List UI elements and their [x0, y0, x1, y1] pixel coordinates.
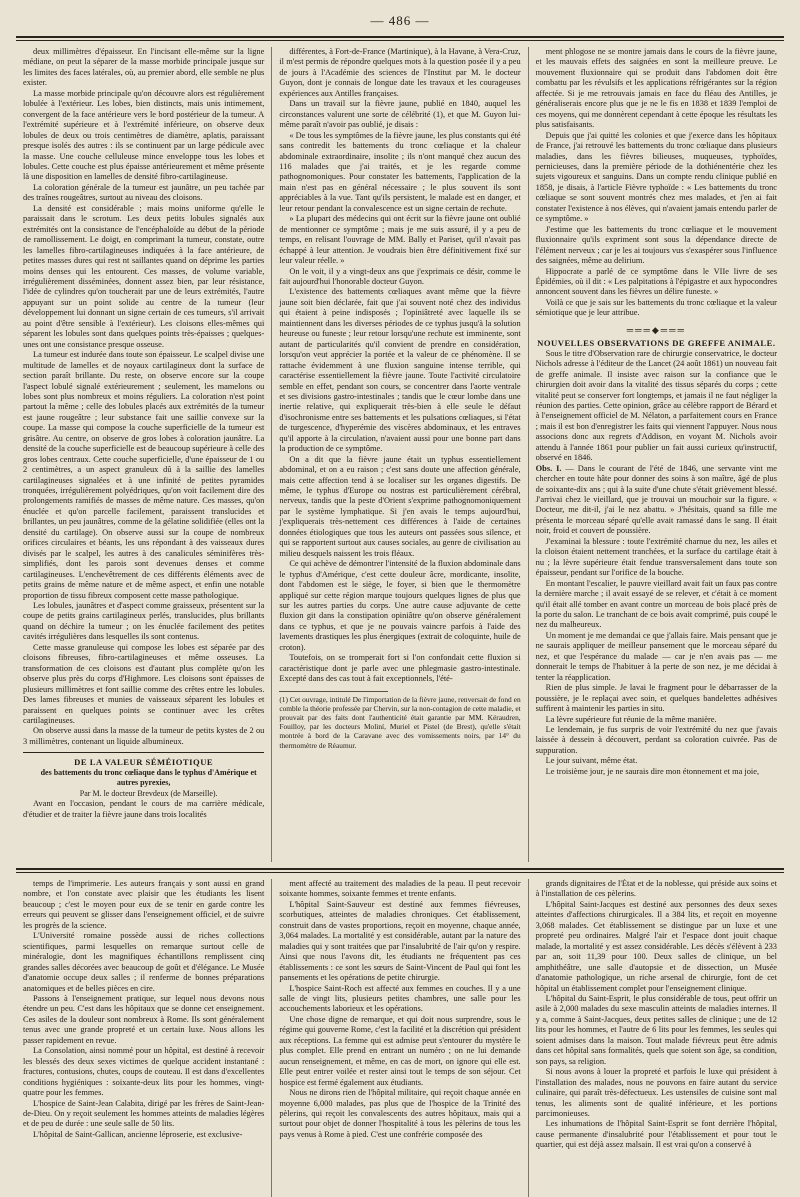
- paragraph: Dans un travail sur la fièvre jaune, publié en 1840, auquel les circonstances valurent une sorte de célébrité (1), et que M. Guyon lui-même paraît n'avoir pas oublié, je disais :: [279, 99, 521, 130]
- bottom-column-3: [528, 879, 784, 1197]
- paragraph: Ce qui achève de démontrer l'intensité de la fluxion abdominale dans le typhus d'Amérique, c'est cette douleur âcre, mordicante, insolite, dont l'abdomen est le siège, le foyer, si bien que le thermomètre appliqué sur cette région marque toujours quelques lignes de plus que sur les autres parties du corps. Une autre cause adjuvante de cette fluxion git dans la constipation opiniâtre qu'on observe généralement dans ce typhus, et que je ne pouvais vaincre parfois à l'aide des lavements drastiques les plus énergiques (extrait de coloquinte, huile de croton).: [279, 559, 521, 652]
- paragraph: L'hôpital Saint-Sauveur est destiné aux femmes fiévreuses, scorbutiques, atteintes de maladies chroniques. Cet établissement, construit dans de vastes proportions, reçoit en moyenne, chaque année, 3,064 malades. La mortalité y est considérable, autant par la nature des maladies qui y sont traitées que par l'insalubrité de l'air qu'on y respire. Ainsi que nous l'avons dit, les étudiants ne fréquentent pas ces établissements : ce sont les sœurs de Saint-Vincent de Paul qui font les pansements et les opérations de petite chirurgie.: [279, 899, 521, 983]
- paragraph: J'examinai la blessure : toute l'extrémité charnue du nez, les ailes et la cloison étaient nettement tranchées, et la surface du cartilage était à nu ; la lèvre supérieure était fendue transversalement dans toute son épaisseur, pendant sur l'orifice de la bouche.: [535, 536, 777, 578]
- paragraph: Hippocrate a parlé de ce symptôme dans le VIIe livre de ses Épidémies, où il dit : « Les palpitations à l'épigastre et aux hypocondres annoncent souvent dans les fièvres un délire funeste. »: [535, 266, 777, 297]
- paragraph: La lèvre supérieure fut réunie de la même manière.: [545, 714, 717, 724]
- article-opening: Avant en l'occasion, pendant le cours de ma carrière médicale, d'étudier et de traiter la fièvre jaune dans trois localités: [23, 799, 265, 819]
- paragraph: « De tous les symptômes de la fièvre jaune, les plus constants qui été sans contredit les battements du tronc cœliaque et la chaleur abdominale extraordinaire, insolite ; ils n'ont manqué chez aucun des 116 malades que j'ai traités, et je les regarde comme pathognomoniques. Pour constater les battements, l'application de la main n'est pas en général nécessaire ; le plus souvent ils sont appréciables à la vue. Tant qu'ils persistent, le malade est en danger, et leur retour pendant la convalescence est un signe certain de rechute.: [279, 130, 521, 213]
- bottom-column-1: [16, 879, 271, 1197]
- paragraph: Le jour suivant, même état.: [545, 756, 638, 766]
- paragraph: Le troisième jour, je ne saurais dire mon étonnement et ma joie,: [545, 766, 760, 776]
- paragraph: différentes, à Fort-de-France (Martinique), à la Havane, à Vera-Cruz, il m'est permis de répondre quelques mots à la question posée il y a peu de jours à l'Académie des sciences de l'Institut par M. le docteur Guyon, dont je connais de longue date les travaux et les courageuses expériences aux Antilles françaises.: [279, 47, 521, 98]
- top-columns: [16, 47, 784, 862]
- col3-body-2: [536, 349, 777, 464]
- paragraph: Sous le titre d'Observation rare de chirurgie conservatrice, le docteur Nichols adresse à l'éditeur de the Lancet (24 août 1861) un nouveau fait de greffe animale. Il insiste avec raison sur la confiance que le chirurgien doit avoir dans la vitalité des tissus séparés du corps ; cette vitalité peut se conserver fort longtemps, et jamais il ne faut négliger la réunion des parties. Cette opinion, grâce au célèbre rapport de Bérard et à l'enseignement officiel de M. Nélaton, a parfaitement cours en France ; mais il est bon d'enregistrer les faits qui viennent l'appuyer. Nous nous associons donc aux regrets d'Addison, en voyant M. Nichols avoir attendu à l'année 1861 pour publier un fait aussi curieux qu'instructif, observé en 1846.: [535, 348, 777, 463]
- paragraph: La masse morbide principale qu'on découvre alors est régulièrement lobulée à l'extérieur. Les lobes, bien distincts, mais unis intimement, convergent de la face antérieure vers le bord postérieur de la tumeur. A l'extrémité supérieure et à l'extrémité inférieure, on observe deux lobules de deux ou trois centimètres de diamètre, aplatis, paraissant presque isolés des autres : ils se continuent par un large pédicule avec la masse. Une couche celluleuse mince enveloppe tous les lobes et lobules. Cette couche est plus épaisse antérieurement et même présente là une disposition en lamelles de densité fibro-cartilagineuse.: [23, 88, 265, 182]
- col2-body: [279, 47, 520, 685]
- paragraph: La coloration générale de la tumeur est jaunâtre, un peu tachée par des traînes rougeâtres, surtout au niveau des cloisons.: [23, 182, 265, 203]
- paragraph: deux millimètres d'épaisseur. En l'incisant elle-même sur la ligne médiane, on peut la séparer de la masse morbide principale jusque sur les limites des faces latérales, où, au premier abord, elle semble ne plus exister.: [23, 47, 265, 88]
- section-rule: [23, 752, 264, 753]
- paragraph: L'existence des battements cœliaques avant même que la fièvre jaune soit bien déclarée, fait que j'ai souvent noté chez des individus qui étaient à peine indisposés ; l'opiniâtreté avec laquelle ils se maintiennent dans les diverses périodes de ce typhus jusqu'à la solution heureuse ou funeste ; leur retour lorsqu'une rechute est imminente, sont autant de particularités qu'il convient de prendre en considération, lorsqu'on veut apprécier la portée et la valeur de ce phénomène. Il se rattache évidemment à une fluxion sanguine intense terrible, qui caractérise essentiellement la fièvre jaune. Toute l'activité circulatoire semble en effet, pendant son cours, se concentrer dans l'aorte ventrale et ses divisions gastro-intestinales ; tandis que le cœur lombe dans une inertie relative, qui expliquerait très-bien à elle seule le défaut d'isochronisme entre ses battements et les pulsations cœliaques, si l'état de turgescence, d'hyperémie des viscères abdominaux, et les entraves qu'il apporte à la circulation, n'avaient aussi pour une bonne part dans la production de ce symptôme.: [279, 287, 521, 454]
- paragraph: On a dit que la fièvre jaune était un typhus essentiellement abdominal, et on a eu raison ; c'est sans doute une affection générale, mais cette affection tend à se localiser sur les organes digestifs. De même, le typhus d'Europe ou nostras est particulièrement cérébral, nerveux, tandis que la peste d'Orient s'exprime pathognomoniquement par le système lymphatique. Si j'en avais le temps aujourd'hui, j'expliquerais très-nettement ces différences à l'aide de certaines données étiologiques que tous les auteurs ont passées sous silence, et qui se rapportent surtout aux causes sociales, au genre de civilisation au milieu desquels naissent les trois fléaux.: [279, 454, 521, 558]
- paragraph: La tumeur est indurée dans toute son épaisseur. Le scalpel divise une multitude de lamelles et de noyaux cartilagineux dont la surface de section paraît brillante. Du reste, on observe encore sur la coupe l'aspect lobulé signalé extérieurement ; seulement, les mamelons ou lobes sont plus nombreux et moins réguliers. La coloration n'est point partout la même ; celle des lobules placés aux extrémités de la tumeur est jaune rougeâtre ; leur substance fait une saillie convexe sur la coupe. La masse qui compose la couche superficielle de la tumeur est grisâtre. Au centre, on observe de gros lobes à coloration jaunâtre. La densité de la couche superficielle est de beaucoup supérieure à celle des gros lobes centraux. Cette couche superficielle, d'une épaisseur de 1 ou 2 centimètres, a un aspect granuleux dû à la saillie des lamelles cartilagineuses signalées et à une infinité de petites pyramides tronquées, irrégulièrement polyédriques, qu'on voit facilement dire des prolongements ramifiés de masses de même nature. Ces masses, qu'on énuclée et qu'on parcelle facilement, paraissent translucides et brillantes, un peu jaunâtres, comme de la gélatine solidifiée (elles ont la densité du cartilage). On observe aussi sur la coupe de nombreux orifices circulaires et béants, les uns répondant à des vaisseaux dures divisés par le scalpel, les autres à des canalicules séminifères très-simplifiés, dont les parois sont devenues denses et comme cartilagineuses. L'enchevêtrement de ces différents éléments avec de petits grains de même nature et de même aspect, et enfin une notable proportion de tissu fibreux composent cette masse pathologique.: [23, 350, 265, 600]
- paragraph: Rien de plus simple. Je lavai le fragment pour le débarrasser de la poussière, je le replaçai avec soin, et quelques bandelettes adhésives suffirent à maintenir les parties in situ.: [535, 683, 777, 714]
- bottom-columns: [16, 879, 784, 1197]
- paragraph: Passons à l'enseignement pratique, sur lequel nous devons nous étendre un peu. C'est dans les hôpitaux que se donne cet enseignement. Ces asiles de la douleur sont nombreux à Rome. Ils sont généralement tenus avec une grande propreté et un certain luxe. Nous allons les passer rapidement en revue.: [23, 993, 265, 1045]
- paragraph: L'hôpital du Saint-Esprit, le plus considérable de tous, peut offrir un asile à 2,000 malades du sexe masculin atteints de maladies internes. Il y a, comme à Saint-Jacques, deux petites salles de clinique ; une de 12 lits pour les hommes, et l'autre de 6 lits pour les femmes, les seules qui soient admises dans la maison. Tout malade fiévreux peut être admis dans cet hôpital sans formalités, quels que soient son âge, sa condition, son pays, sa religion.: [535, 993, 777, 1066]
- paragraph: Le lendemain, je fus surpris de voir l'extrémité du nez que j'avais laissée à dessein à découvert, perdant sa coloration cuivrée. Pas de suppuration.: [535, 725, 777, 755]
- column-1: [16, 47, 271, 862]
- paragraph: Voilà ce que je sais sur les battements du tronc cœliaque et la valeur sémiotique que je leur attribue.: [535, 297, 777, 318]
- col1-body: [23, 47, 264, 747]
- article-byline: Par M. le docteur Brevdeux (de Marseille).: [79, 788, 218, 798]
- column-3: [528, 47, 784, 862]
- paragraph: grands dignitaires de l'État et de la noblesse, qui préside aux soins et à l'installation de ces pèlerins.: [535, 879, 777, 899]
- paragraph: On le voit, il y a vingt-deux ans que j'exprimais ce désir, comme le fait aujourd'hui l'honorable docteur Guyon.: [279, 266, 521, 286]
- header-rule: [16, 36, 784, 41]
- section-title-semeiotique: DE LA VALEUR SÉMÉIOTIQUE: [74, 757, 214, 768]
- observation-label: Obs. I.: [535, 463, 562, 473]
- paragraph: Cette masse granuleuse qui compose les lobes est séparée par des cloisons fibreuses, fibro-cartilagineuses et même osseuses. La transformation de ces cloisons est d'autant plus complète qu'on les observe plus près du corps d'Highmore. Les cloisons sont épaisses de plusieurs millimètres et font saillie comme des crêtes entre les lobules. Des lames fibreuses et munies de vaisseaux séparent les lobules et paraissent en quelques points se continuer avec les crêtes cartilagineuses.: [23, 642, 265, 725]
- footnote: (1) Cet ouvrage, intitulé De l'importation de la fièvre jaune, renversait de fond en comble la théorie professée par Chervin, sur la non-contagion de cette maladie, et prouvait par des faits dont l'authenticité était garantie par MM. Kéraudren, Fouilloy, par les docteurs Moliní, Muriel et Pistel (de Brest), qu'elle s'était montrée à bord de la Caravane avec des vomissements noirs, par 14° du thermomètre de Réaumur.: [279, 694, 521, 750]
- paragraph: Depuis que j'ai quitté les colonies et que j'exerce dans les hôpitaux de France, j'ai retrouvé les battements du tronc cœliaque dans plusieurs maladies, dans les fièvres bilieuses, muqueuses, typhoïdes, pernicieuses, dans la première période de la dothiénentérie chez les sujets vigoureux et sanguins. Dans un compte rendu clinique publié en 1858, je disais, à l'article Fièvre typhoïde : « Les battements du tronc cœliaque se sont souvent montrés chez mes malades, et j'en ai fait constater l'existence à nos élèves, qui n'avaient jamais entendu parler de ce symptôme. »: [535, 130, 777, 224]
- paragraph: » La plupart des médecins qui ont écrit sur la fièvre jaune ont oublié de mentionner ce symptôme ; mais je me suis assuré, il y a peu de temps, en relisant l'ouvrage de MM. Bally et Pariset, qu'il n'avait pas échappé à leur attention. Je voudrais bien être définitivement fixé sur leur valeur réelle. »: [279, 214, 521, 266]
- paragraph: Les lobules, jaunâtres et d'aspect comme graisseux, présentent sur la coupe de petits grains cartilagineux perlés, translucides, plus brillants quand on déchire la tumeur ; on les énuclée facilement des petites cavités irrégulières dans lesquelles ils sont contenus.: [23, 601, 265, 642]
- paragraph: On observe aussi dans la masse de la tumeur de petits kystes de 2 ou 3 millimètres, contenant un liquide albumineux.: [23, 726, 265, 746]
- paragraph: La Consolation, ainsi nommé pour un hôpital, est destiné à recevoir les blessés des deux sexes victimes de quelque accident instantané : fractures, contusions, chutes, coups de couteau. Il est dans d'excellentes conditions hygiéniques : soixante-deux lits pour les hommes, vingt-quatre pour les femmes.: [23, 1046, 265, 1098]
- bottom-column-2: [271, 879, 527, 1197]
- section-title-greffe: NOUVELLES OBSERVATIONS DE GREFFE ANIMALE.: [537, 338, 776, 349]
- paragraph: ment phlogose ne se montre jamais dans le cours de la fièvre jaune, et les mauvais effets des saignées en sont la meilleure preuve. Le mouvement fluxionnaire qui se produit dans l'abdomen doit être combattu par les révulsifs et les applications réfrigérantes sur la région affectée. Si je me retrouvais jamais en face du fléau des Antilles, je généraliserais encore plus que je ne le fis en 1838 et 1839 l'emploi de ces moyens, qui me donnèrent cependant à cette époque les résultats les plus satisfaisants.: [535, 47, 777, 130]
- paragraph: L'hôpital de Saint-Gallican, ancienne léproserie, est exclusive-: [33, 1129, 243, 1139]
- paragraph: Les inhumations de l'hôpital Saint-Esprit se font derrière l'hôpital, cause permanente d'insalubrité pour l'établissement et pour tout le quartier, qui est déjà assez malsain. Il est vrai qu'on a conservé à: [535, 1119, 777, 1150]
- paragraph: Toutefois, on se tromperait fort si l'on confondait cette fluxion si caractéristique dont je parle avec une phlegmasie gastro-intestinale. Excepté dans des cas tout à fait exceptionnels, l'été-: [279, 653, 521, 684]
- section-ornament: ═══◆═══: [626, 324, 686, 335]
- paragraph: Si nous avons à louer la propreté et parfois le luxe qui président à l'installation des malades, nous ne pouvons en faire autant du service culinaire, qui paraît très-défectueux. Les ustensiles de cuisine sont mal tenus, les aliments sont de qualité inférieure, et les portions parcimonieuses.: [535, 1067, 777, 1118]
- paragraph: Nous ne dirons rien de l'hôpital militaire, qui reçoit chaque année en moyenne 6,000 malades, pas plus que de l'hospice de la Trinité des pèlerins, qui reçoit les convalescents des autres hôpitaux, mais qui a surtout pour objet de donner l'hospitalité à tous les pèlerins de tous les pays venus à Rome à pied. C'est une confrérie composée des: [279, 1088, 521, 1139]
- paragraph: L'hôpital Saint-Jacques est destiné aux personnes des deux sexes atteintes d'affections chirurgicales. Il a 384 lits, et reçoit en moyenne 3,068 malades. Cet établissement se distingue par un luxe et une propreté peu ordinaires. Malgré l'air et l'espace dont jouit chaque malade, la mortalité y est assez considérable. Les décès s'élèvent à 233 par an, soit 11,39 pour 100. Deux salles de clinique, un bel amphithéâtre, une salle d'autopsie et de dissection, un Musée d'anatomie pathologique, un riche arsenal de chirurgie, font de cet hôpital un établissement complet pour l'enseignement clinique.: [535, 899, 777, 993]
- paragraph: L'hospice de Saint-Jean Calabita, dirigé par les frères de Saint-Jean-de-Dieu. On y reçoit seulement les hommes atteints de maladies légères et de peu de durée : une seule salle de 50 lits.: [23, 1098, 265, 1129]
- paragraph: Un moment je me demandai ce que j'allais faire. Mais pensant que je ne saurais appliquer de meilleur pansement que le morceau séparé du nez, et que l'espérance du malade — car je n'en avais pas — me donnerait le temps de l'habituer à la perte de son nez, je me décidai à tenter la réapplication.: [535, 630, 777, 682]
- page-number: — 486 —: [370, 13, 430, 28]
- observation-1: [536, 464, 777, 537]
- paragraph: En montant l'escalier, le pauvre vieillard avait fait un faux pas contre la dernière marche ; il avait essayé de se relever, et c'était à ce moment qu'il était allé tomber en avant contre un morceau de bois placé près de la porte du salon. Le tranchant de ce bois avait comprimé, puis coupé le nez du malheureux.: [535, 578, 777, 630]
- section-subtitle: des battements du tronc cœliaque dans le typhus d'Amérique et autres pyrexies,: [40, 767, 257, 788]
- paragraph: La densité est considérable ; mais moins uniforme qu'elle le paraissait dans le scrotum. Les deux petits lobules signalés aux extrémités ont la consistance de l'encéphaloïde au début de la période de ramollissement. Le doigt, en comprimant la tumeur, constate, outre les lamelles fibro-cartilagineuses indiquées à la face antérieure, de petites masses dures qui rest nt saillantes quand on déprime les parties moins denses qui les entourent. Ces masses, de volume variable, irrégulièrement disséminées, donnent assez bien, par leur résistance, l'idée de cylindres qu'on toucherait par une de leurs extrémités, l'autre appuyant sur un point solide au centre de la tumeur (leur développement lui donnant un signe certain de ces tumeurs, s'il arrivait au point d'être sensible à l'extérieur). Les cloisons elles-mêmes qui séparent les lobules sont dans quelques points très-épaisses ; quelques-unes ont une consistance presque osseuse.: [23, 203, 265, 349]
- paragraph: L'hospice Saint-Roch est affecté aux femmes en couches. Il y a une salle de vingt lits, plusieurs petites chambres, une salle pour les accouchements laborieux et les opérations.: [279, 983, 521, 1014]
- column-2: [271, 47, 527, 862]
- col3-body: [536, 47, 777, 319]
- paragraph: Une chose digne de remarque, et qui doit nous surprendre, sous le régime qui gouverne Rome, c'est la facilité et la discrétion qui président aux réceptions. La femme qui est admise peut s'entourer du mystère le plus complet. Elle prend en entrant un numéro ; on ne lui demande aucun renseignement, et même, en cas de mort, on ignore qui elle est. Elle peut entrer voilée et rester ainsi tout le temps de son séjour. Cet hospice est fermé également aux étudiants.: [279, 1014, 521, 1087]
- paragraph: L'Université romaine possède aussi de riches collections scientifiques, parmi lesquelles on remarque surtout celle de minéralogie, dont les magnifiques échantillons remplissent cinq grandes salles décorées avec beaucoup de goût et d'élégance. Le Musée d'anatomie occupe deux salles ; il renferme de bonnes préparations anatomiques et de belles pièces en cire.: [23, 931, 265, 993]
- footnote-rule: [279, 691, 388, 692]
- mid-rule: [16, 868, 784, 873]
- col3-body-3: [536, 537, 777, 777]
- paragraph: temps de l'imprimerie. Les auteurs français y sont aussi en grand nombre, et l'on constate avec plaisir que les étudiants les lisent beaucoup ; c'est le moyen pour eux de se tenir en garde contre les erreurs qui peuvent se glisser dans l'enseignement officiel, et de suivre les progrès de la science.: [23, 879, 265, 930]
- paragraph: J'estime que les battements du tronc cœliaque et le mouvement fluxionnaire qu'ils expriment sont sous la dépendance directe de l'élément nerveux ; car je les ai toujours vus s'exaspérer sous l'influence des saignées, même au delirium.: [535, 224, 777, 266]
- observation-text: — Dans le courant de l'été de 1846, une servante vint me chercher en toute hâte pour donner des soins à son maître, âgé de plus de soixante-dix ans ; qui à la suite d'une chute s'était grièvement blessé. J'arrivai chez le vieillard, que je trouvai un mouchoir sur la figure. « Docteur, me dit-il, j'ai le nez abattu. » J'hésitais, quand sa fille me présenta le morceau séparé qu'elle avait ramassé dans le sang. Il était noir, froid et couvert de poussière.: [535, 463, 777, 536]
- paragraph: ment affecté au traitement des maladies de la peau. Il peut recevoir soixante hommes, soixante femmes et trente enfants.: [279, 879, 521, 899]
